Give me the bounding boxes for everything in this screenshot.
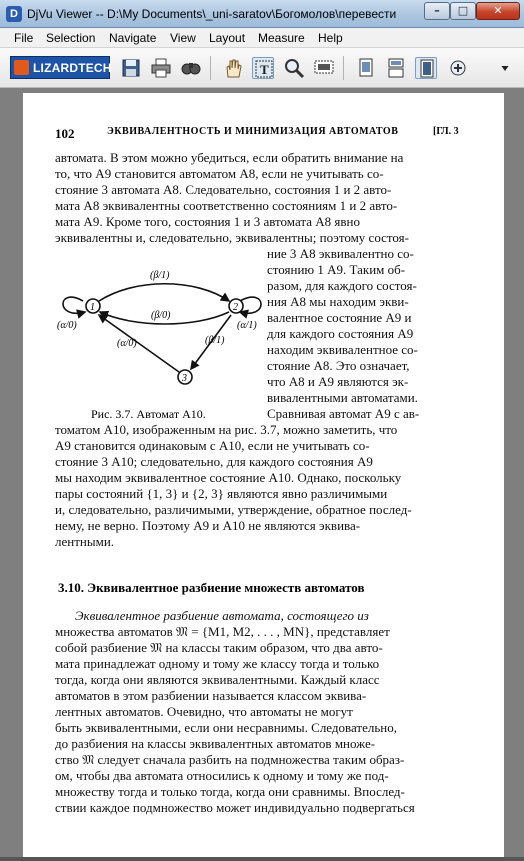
maximize-button[interactable]: □ (450, 2, 476, 20)
text-line: стояние A8. Это означает, (267, 358, 410, 373)
edge-label-alpha0-left: (α/0) (57, 320, 77, 331)
text-line: ом, чтобы два автомата относились к одному и тому же под- (55, 768, 389, 783)
state-2-label: 2 (233, 302, 238, 313)
text-line: Эквивалентное разбиение автомата, состоящего из (75, 608, 369, 623)
text-line: для каждого состояния A9 (267, 326, 414, 341)
close-button[interactable]: ✕ (476, 2, 520, 20)
text-line: то, что A9 становится автоматом A8, если не учитывать со- (55, 166, 384, 181)
window-title: DjVu Viewer -- D:\My Documents\_uni-saratov\Богомолов\перевести (27, 7, 397, 21)
find-icon[interactable] (180, 57, 202, 79)
print-icon[interactable] (150, 57, 172, 79)
menu-file[interactable]: File (14, 31, 34, 45)
text-line: A9 становится одинаковым с A10, если не учитывать со- (55, 438, 370, 453)
menu-measure[interactable]: Measure (258, 31, 305, 45)
djvu-app-icon: D (6, 6, 22, 22)
text-line: мата A8 эквивалентны соответственно состояниям 1 и 2 авто- (55, 198, 398, 213)
edge-label-beta1-top: (β/1) (150, 270, 170, 281)
section-heading: 3.10. Эквивалентное разбиение множеств автоматов (58, 580, 365, 595)
document-viewport[interactable] (0, 88, 524, 861)
chapter-marker: [ГЛ. 3 (433, 126, 459, 137)
state-3-label: 3 (182, 373, 187, 384)
text-line: ния A8 мы находим экви- (267, 294, 409, 309)
text-line: вивалентными автоматами. (267, 390, 418, 405)
text-line: лентных автоматов. Очевидно, что автоматы не могут (55, 704, 353, 719)
dropdown-icon[interactable] (494, 57, 503, 79)
zoom-icon[interactable] (283, 57, 305, 79)
zoom-in-icon[interactable] (447, 57, 469, 79)
text-line: собой разбиение 𝔐 на классы таким образом, что два авто- (55, 640, 383, 655)
viewport-bottom-edge (0, 857, 524, 861)
text-line: стояние 3 A10; следовательно, для каждого состояния A9 (55, 454, 373, 469)
text-line: множеству тогда и только тогда, когда они сравнимы. Впослед- (55, 784, 405, 799)
toolbar-separator (210, 56, 211, 80)
minimize-button[interactable]: – (424, 2, 450, 20)
single-page-icon[interactable] (355, 57, 377, 79)
running-header: ЭКВИВАЛЕНТНОСТЬ И МИНИМИЗАЦИЯ АВТОМАТОВ (107, 126, 399, 137)
hand-pan-icon[interactable] (222, 57, 244, 79)
menu-selection[interactable]: Selection (46, 31, 96, 45)
text-line: ние 3 A8 эквивалентно со- (267, 246, 414, 261)
lizardtech-logo[interactable] (10, 56, 110, 79)
text-line: эквивалентны и, следовательно, эквивалентны; поэтому состоя- (55, 230, 409, 245)
text-line: до разбиения на классы эквивалентных автоматов множе- (55, 736, 376, 751)
facing-pages-icon[interactable] (415, 57, 437, 79)
text-line: мы находим эквивалентное состояние A10. Однако, поскольку (55, 470, 402, 485)
text-line: автоматов в этом разбиении называется классом эквива- (55, 688, 367, 703)
text-line: разом, для каждого состоя- (267, 278, 417, 293)
edge-label-alpha1-right: (α/1) (237, 320, 257, 331)
title-bar[interactable] (0, 0, 524, 28)
text-line: Сравнивая автомат A9 с ав- (267, 406, 420, 421)
text-line: мата принадлежат одному и тому же классу тогда и только (55, 656, 380, 671)
text-line: ствии каждое подмножество может индивидуально подвергаться (55, 800, 415, 815)
text-line: ство 𝔐 следует сначала разбить на подмножества таким образ- (55, 752, 405, 767)
menu-view[interactable]: View (170, 31, 196, 45)
svg-text:T: T (260, 62, 269, 77)
brand-label: LIZARDTECH (33, 61, 112, 75)
text-line: тогда, когда они являются эквивалентными. Каждый класс (55, 672, 380, 687)
text-line: находим эквивалентное со- (267, 342, 418, 357)
text-line: нему, не верно. Поэтому A9 и A10 не являются эквива- (55, 518, 361, 533)
text-select-icon[interactable] (252, 57, 274, 79)
save-icon[interactable] (120, 57, 142, 79)
menu-help[interactable]: Help (318, 31, 343, 45)
text-line: валентное состояние A9 и (267, 310, 412, 325)
text-line: стояние 3 автомата A8. Следовательно, состояния 1 и 2 авто- (55, 182, 392, 197)
menu-bar (0, 28, 524, 48)
text-line: пары состояний {1, 3} и {2, 3} являются явно различимыми (55, 486, 388, 501)
text-line: автомата. В этом можно убедиться, если обратить внимание на (55, 150, 404, 165)
edge-label-alpha0-diag: (α/0) (117, 338, 137, 349)
text-line: быть эквивалентными, если они несравнимы. Следовательно, (55, 720, 397, 735)
document-page (23, 93, 504, 861)
edge-label-beta1-diag: (β/1) (205, 335, 225, 346)
menu-navigate[interactable]: Navigate (109, 31, 157, 45)
continuous-page-icon[interactable] (385, 57, 407, 79)
text-line: и, следовательно, различимыми, утверждение, обратное послед- (55, 502, 412, 517)
page-number: 102 (55, 126, 75, 141)
text-line: стоянию 1 A9. Таким об- (267, 262, 406, 277)
text-line: томатом A10, изображенным на рис. 3.7, можно заметить, что (55, 422, 398, 437)
region-select-icon[interactable] (313, 57, 335, 79)
transition-1-to-2 (99, 284, 229, 301)
edge-label-beta0: (β/0) (151, 310, 171, 321)
text-line: множества автоматов 𝔐 = {M1, M2, . . . , MN}, представляет (55, 624, 390, 639)
toolbar-separator (343, 56, 344, 80)
self-loop-1 (63, 297, 85, 313)
state-diagram (55, 268, 270, 418)
text-line: что A8 и A9 являются эк- (267, 374, 409, 389)
state-1-label: 1 (90, 302, 95, 313)
menu-layout[interactable]: Layout (209, 31, 246, 45)
lizardtech-mark-icon (14, 60, 29, 75)
figure-caption: Рис. 3.7. Автомат A10. (91, 407, 206, 421)
text-line: лентными. (55, 534, 115, 549)
text-line: мата A9. Кроме того, состояния 1 и 3 автомата A8 явно (55, 214, 360, 229)
